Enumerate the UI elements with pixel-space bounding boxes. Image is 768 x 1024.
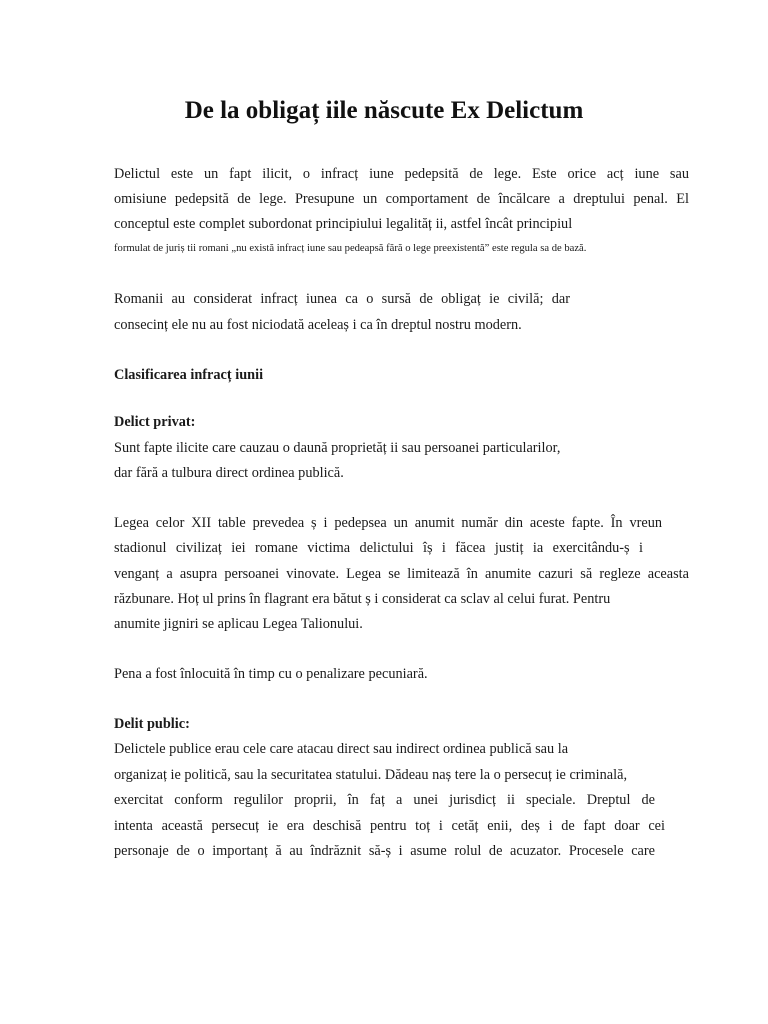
paragraph-line: organizaț ie politică, sau la securitatea statului. Dădeau naș tere la o persecuț ie criminală, bbox=[114, 767, 628, 783]
paragraph-line: dar fără a tulbura direct ordinea publică. bbox=[114, 465, 344, 481]
paragraph-line: anumite jigniri se aplicau Legea Talionului. bbox=[114, 616, 363, 632]
paragraph-line: Pena a fost înlocuită în timp cu o penalizare pecuniară. bbox=[114, 666, 428, 682]
subsection-heading: Delict privat: bbox=[114, 414, 196, 430]
paragraph-line: personaje de o importanț ă au îndrăznit să-ș i asume rolul de acuzator. Procesele care bbox=[114, 843, 655, 859]
paragraph-line: omisiune pedepsită de lege. Presupune un comportament de încălcare a dreptului penal. El bbox=[114, 191, 689, 207]
paragraph-line: consecinț ele nu au fost niciodată aceleaș i ca în dreptul nostru modern. bbox=[114, 317, 522, 333]
section-heading: Clasificarea infracț iunii bbox=[114, 367, 264, 383]
subsection-heading: Delit public: bbox=[114, 716, 190, 732]
paragraph-line: Romanii au considerat infracț iunea ca o sursă de obligaț ie civilă; dar bbox=[114, 291, 570, 307]
paragraph-line: Delictele publice erau cele care atacau direct sau indirect ordinea publică sau la bbox=[114, 741, 569, 757]
paragraph-line: Legea celor XII table prevedea ș i pedepsea un anumit număr din aceste fapte. În vreun bbox=[114, 515, 662, 531]
paragraph-line: stadionul civilizaț iei romane victima delictului îș i făcea justiț ia exercitându-ș i bbox=[114, 540, 643, 556]
paragraph-line: Sunt fapte ilicite care cauzau o daună proprietăț ii sau persoanei particularilor, bbox=[114, 440, 561, 456]
paragraph-line: exercitat conform regulilor proprii, în faț a unei jurisdicț ii speciale. Dreptul de bbox=[114, 792, 655, 808]
paragraph-line: conceptul este complet subordonat principiului legalităț ii, astfel încât principiul bbox=[114, 216, 573, 232]
paragraph-line: Delictul este un fapt ilicit, o infracț iune pedepsită de lege. Este orice acț iune sau bbox=[114, 166, 689, 182]
paragraph-line: răzbunare. Hoț ul prins în flagrant era bătut ș i considerat ca sclav al celui furat. Pentru bbox=[114, 591, 611, 607]
document-title: De la obligaț iile născute Ex Delictum bbox=[184, 97, 584, 124]
paragraph-line-small: formulat de juriș tii romani „nu există infracț iune sau pedeapsă fără o lege preexistentă” este regula sa de bază. bbox=[114, 243, 587, 254]
paragraph-line: intenta această persecuț ie era deschisă pentru toț i cetăț enii, deș i de fapt doar cei bbox=[114, 818, 665, 834]
paragraph-line: venganț a asupra persoanei vinovate. Legea se limitează în anumite cazuri să regleze aceasta bbox=[114, 566, 689, 582]
